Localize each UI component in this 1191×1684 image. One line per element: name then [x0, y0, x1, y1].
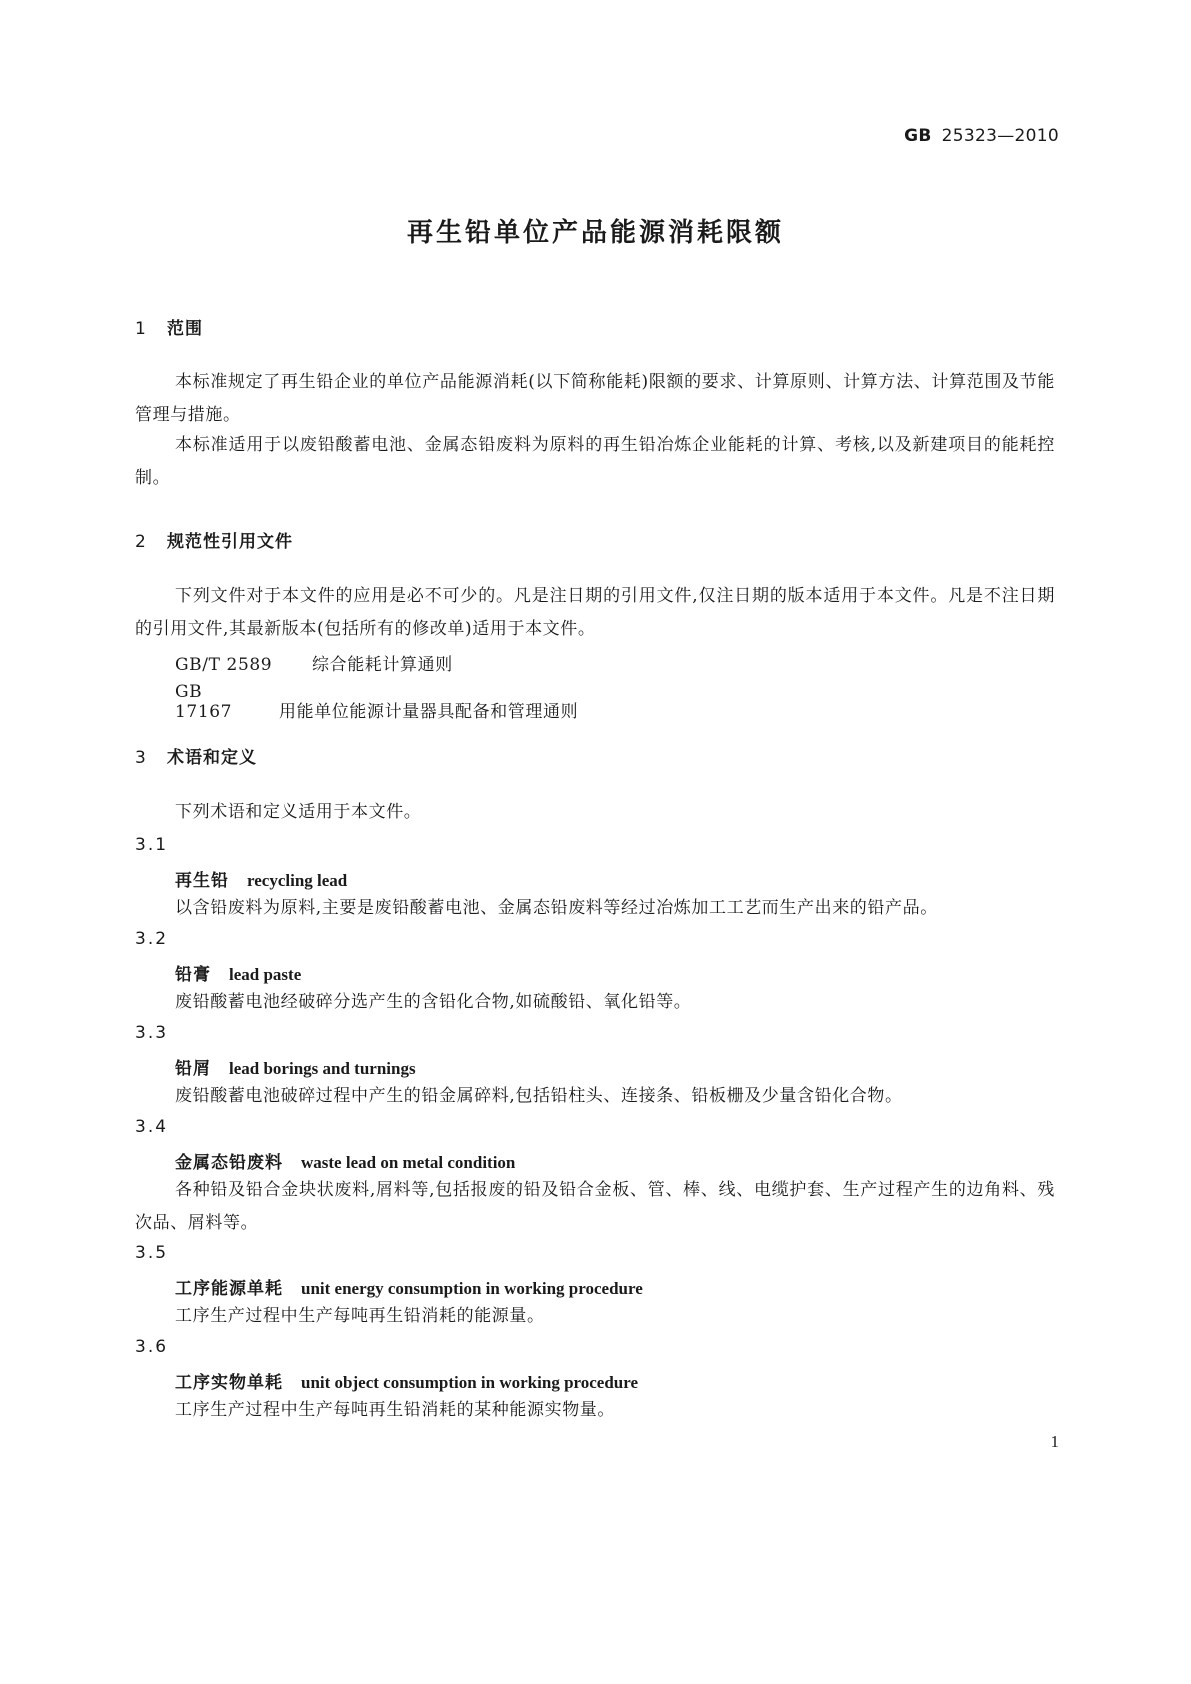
- section-title: 规范性引用文件: [167, 532, 293, 552]
- reference-code: GB/T 2589: [175, 655, 273, 675]
- term-chinese: 再生铅: [175, 871, 229, 891]
- term-definition: 以含铅废料为原料,主要是废铅酸蓄电池、金属态铅废料等经过冶炼加工工艺而生产出来的铅产品。: [175, 898, 938, 918]
- term-definition: 各种铅及铅合金块状废料,屑料等,包括报废的铅及铅合金板、管、棒、线、电缆护套、生产过程产生的边角料、残次品、屑料等。: [135, 1180, 1055, 1233]
- term-heading: [175, 1368, 638, 1393]
- section-number: 3: [135, 748, 147, 768]
- section-number: 2: [135, 532, 147, 552]
- section-heading-terms: [135, 743, 257, 768]
- term-english: unit object consumption in working procedure: [301, 1373, 639, 1392]
- term-heading: [175, 960, 301, 985]
- term-definition: 工序生产过程中生产每吨再生铅消耗的某种能源实物量。: [175, 1400, 615, 1420]
- reference-item: [175, 650, 453, 675]
- standard-prefix: GB: [904, 126, 932, 146]
- reference-name: 综合能耗计算通则: [312, 655, 453, 675]
- term-definition: 废铅酸蓄电池经破碎分选产生的含铅化合物,如硫酸铅、氧化铅等。: [175, 992, 692, 1012]
- term-heading: [175, 1148, 515, 1173]
- reference-item: [175, 682, 578, 722]
- reference-name: 用能单位能源计量器具配备和管理通则: [279, 702, 579, 722]
- term-number: 3.4: [135, 1117, 169, 1137]
- term-heading: [175, 866, 347, 891]
- section-title: 术语和定义: [167, 748, 257, 768]
- section-heading-references: [135, 527, 293, 552]
- term-number: 3.5: [135, 1243, 169, 1263]
- term-english: waste lead on metal condition: [301, 1153, 516, 1172]
- term-number: 3.6: [135, 1337, 169, 1357]
- scope-paragraph-1: 本标准规定了再生铅企业的单位产品能源消耗(以下简称能耗)限额的要求、计算原则、计算方法、计算范围及节能管理与措施。: [135, 372, 1055, 425]
- terms-intro: 下列术语和定义适用于本文件。: [175, 802, 422, 822]
- section-heading-scope: [135, 314, 203, 339]
- term-chinese: 工序实物单耗: [175, 1373, 283, 1393]
- reference-code: GB 17167: [175, 682, 233, 722]
- term-chinese: 金属态铅废料: [175, 1153, 283, 1173]
- standard-number: 25323—2010: [941, 126, 1059, 146]
- page-number: 1: [1050, 1432, 1059, 1451]
- term-number: 3.1: [135, 835, 169, 855]
- scope-paragraph-2: 本标准适用于以废铅酸蓄电池、金属态铅废料为原料的再生铅冶炼企业能耗的计算、考核,以及新建项目的能耗控制。: [135, 435, 1055, 488]
- term-heading: [175, 1054, 416, 1079]
- standard-code: [904, 126, 1059, 146]
- section-title: 范围: [167, 319, 203, 339]
- term-number: 3.2: [135, 929, 169, 949]
- term-heading: [175, 1274, 643, 1299]
- term-english: lead paste: [229, 965, 302, 984]
- term-definition: 工序生产过程中生产每吨再生铅消耗的能源量。: [175, 1306, 545, 1326]
- document-title: 再生铅单位产品能源消耗限额: [406, 218, 784, 248]
- term-english: recycling lead: [247, 871, 348, 890]
- references-paragraph: 下列文件对于本文件的应用是必不可少的。凡是注日期的引用文件,仅注日期的版本适用于本文件。凡是不注日期的引用文件,其最新版本(包括所有的修改单)适用于本文件。: [135, 586, 1055, 639]
- term-number: 3.3: [135, 1023, 169, 1043]
- term-chinese: 工序能源单耗: [175, 1279, 283, 1299]
- term-chinese: 铅膏: [175, 965, 211, 985]
- term-english: unit energy consumption in working procedure: [301, 1279, 643, 1298]
- section-number: 1: [135, 319, 147, 339]
- term-definition: 废铅酸蓄电池破碎过程中产生的铅金属碎料,包括铅柱头、连接条、铅板栅及少量含铅化合物。: [175, 1086, 903, 1106]
- term-english: lead borings and turnings: [229, 1059, 416, 1078]
- term-chinese: 铅屑: [175, 1059, 211, 1079]
